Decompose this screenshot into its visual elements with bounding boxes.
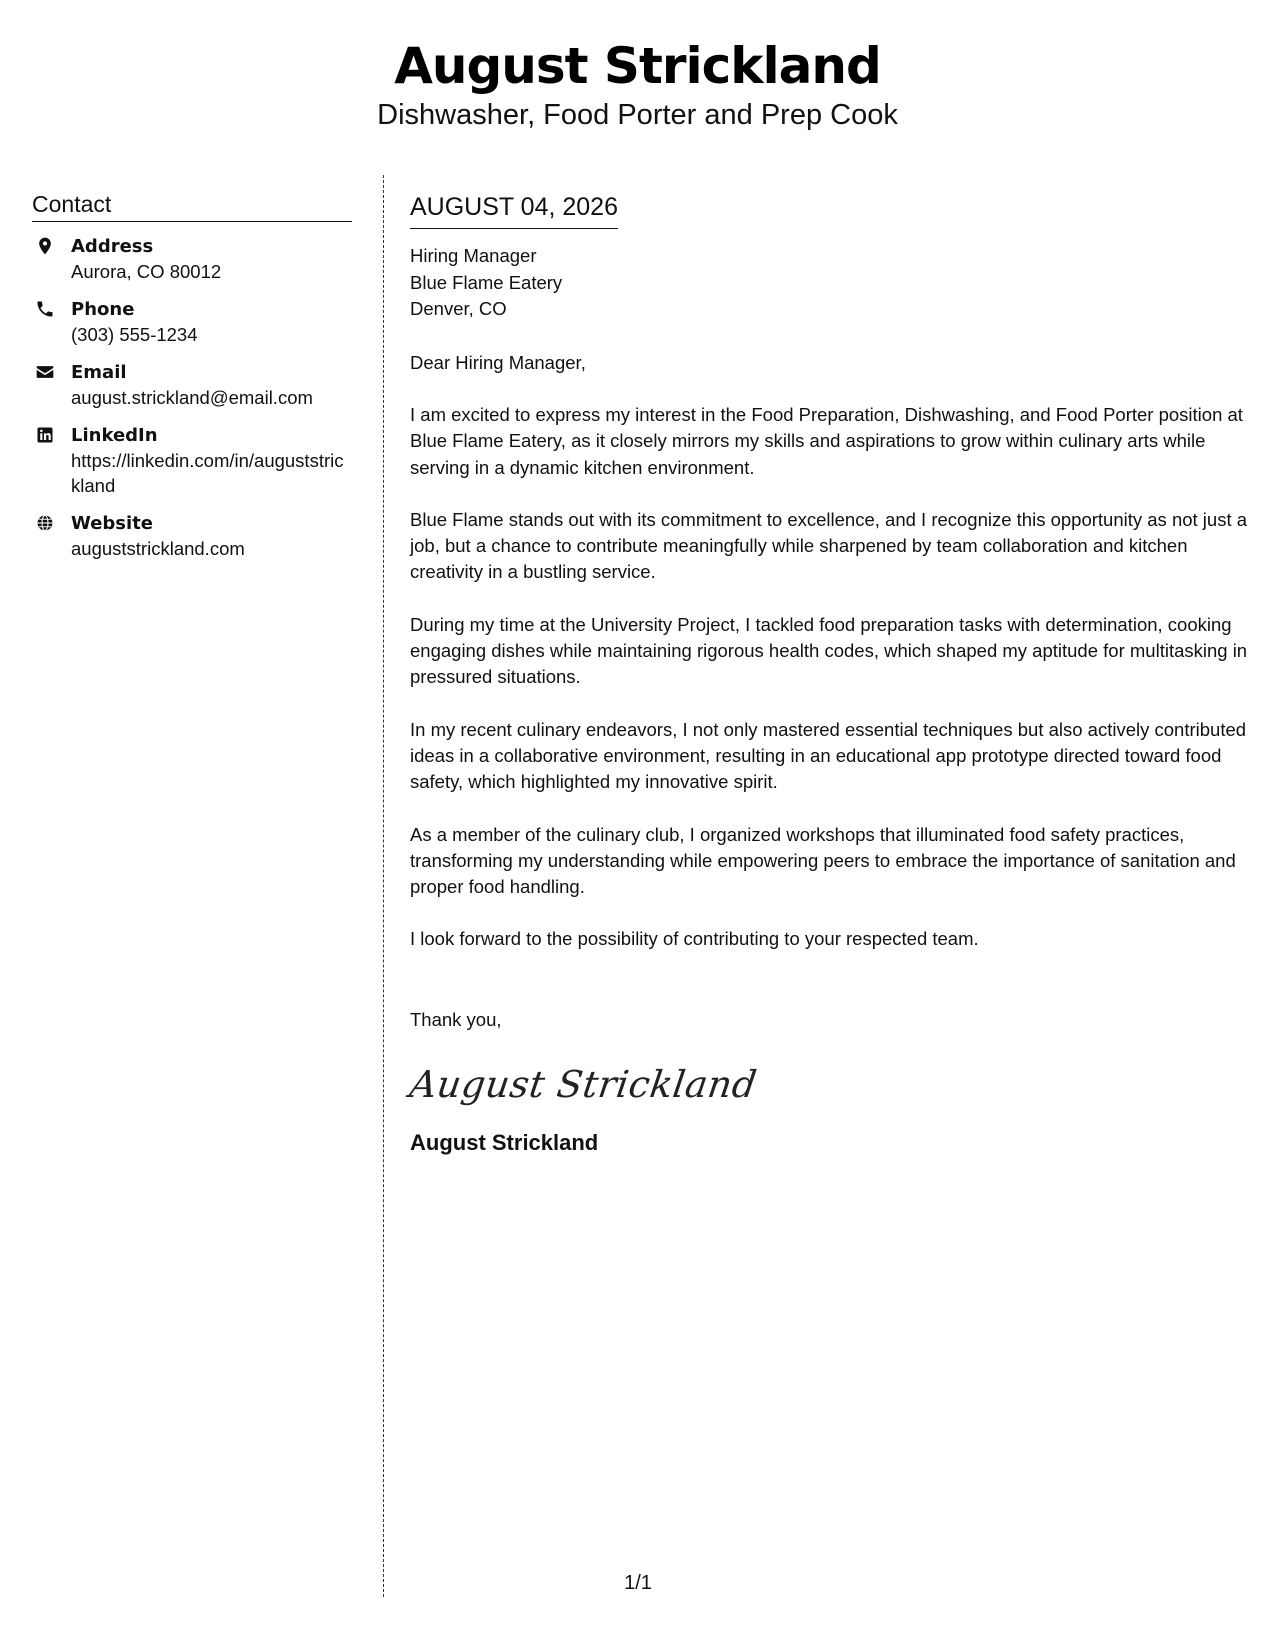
contact-website xyxy=(32,512,352,561)
contact-label: LinkedIn xyxy=(71,425,158,446)
contact-value: august.strickland@email.com xyxy=(71,387,313,408)
signer-name: August Strickland xyxy=(410,1129,599,1155)
contact-value: (303) 555-1234 xyxy=(71,324,198,345)
recipient-line: Blue Flame Eatery xyxy=(410,271,563,293)
applicant-title: Dishwasher, Food Porter and Prep Cook xyxy=(377,99,898,131)
contact-label: Website xyxy=(71,513,154,534)
letter-paragraph: I am excited to express my interest in the Food Preparation, Dishwashing, and Food Porter position at Blue Flame Eatery, as it closely mirrors my skills and aspirations to grow within culinary arts while serving in a dynamic kitchen environment. xyxy=(410,404,1243,478)
applicant-name: August Strickland xyxy=(394,37,881,95)
letter-paragraph: As a member of the culinary club, I organized workshops that illuminated food safety practices, transforming my understanding while empowering peers to embrace the importance of sanitation and proper food handling. xyxy=(410,823,1236,898)
contact-email xyxy=(32,361,352,410)
contact-heading: Contact xyxy=(32,190,352,222)
contact-value: Aurora, CO 80012 xyxy=(71,261,222,282)
envelope-icon xyxy=(35,362,55,382)
contact-address xyxy=(32,235,352,284)
contact-label: Address xyxy=(71,236,154,257)
letter-paragraph: I look forward to the possibility of contributing to your respected team. xyxy=(410,928,979,950)
resume-header xyxy=(0,36,1275,132)
contact-phone xyxy=(32,298,352,347)
recipient-line: Denver, CO xyxy=(410,298,507,319)
contact-linkedin xyxy=(32,424,352,498)
letter-paragraph: In my recent culinary endeavors, I not only mastered essential techniques but also actively contributed ideas in a collaborative environment, resulting in an educational app prototype directed toward food safety, which highlighted my innovative spirit. xyxy=(410,718,1247,793)
contact-label: Email xyxy=(71,362,127,383)
letter-body xyxy=(407,192,1252,1157)
letter-paragraph: Blue Flame stands out with its commitment to excellence, and I recognize this opportunity as not just a job, but a chance to contribute meaningfully while sharpened by team collaboration and kitchen creativity in a bustling service. xyxy=(410,508,1248,583)
contact-label: Phone xyxy=(71,299,135,320)
column-divider xyxy=(383,175,384,1597)
salutation: Dear Hiring Manager, xyxy=(410,351,586,373)
phone-icon xyxy=(35,299,55,319)
map-pin-icon xyxy=(35,236,55,256)
letter-date: AUGUST 04, 2026 xyxy=(410,192,618,229)
contact-value: https://linkedin.com/in/auguststrickland xyxy=(71,450,344,496)
closing: Thank you, xyxy=(410,1008,502,1030)
globe-icon xyxy=(35,513,55,533)
linkedin-icon xyxy=(35,425,55,445)
page-number: 1/1 xyxy=(624,1572,652,1594)
letter-paragraph: During my time at the University Project, I tackled food preparation tasks with determination, cooking engaging dishes while maintaining rigorous health codes, which shaped my aptitude for multitasking in pressured situations. xyxy=(410,613,1248,688)
contact-sidebar xyxy=(32,190,352,561)
recipient-block xyxy=(410,243,1252,323)
contact-value: auguststrickland.com xyxy=(71,538,245,559)
handwritten-signature: August Strickland xyxy=(407,1062,760,1106)
recipient-line: Hiring Manager xyxy=(410,245,537,266)
